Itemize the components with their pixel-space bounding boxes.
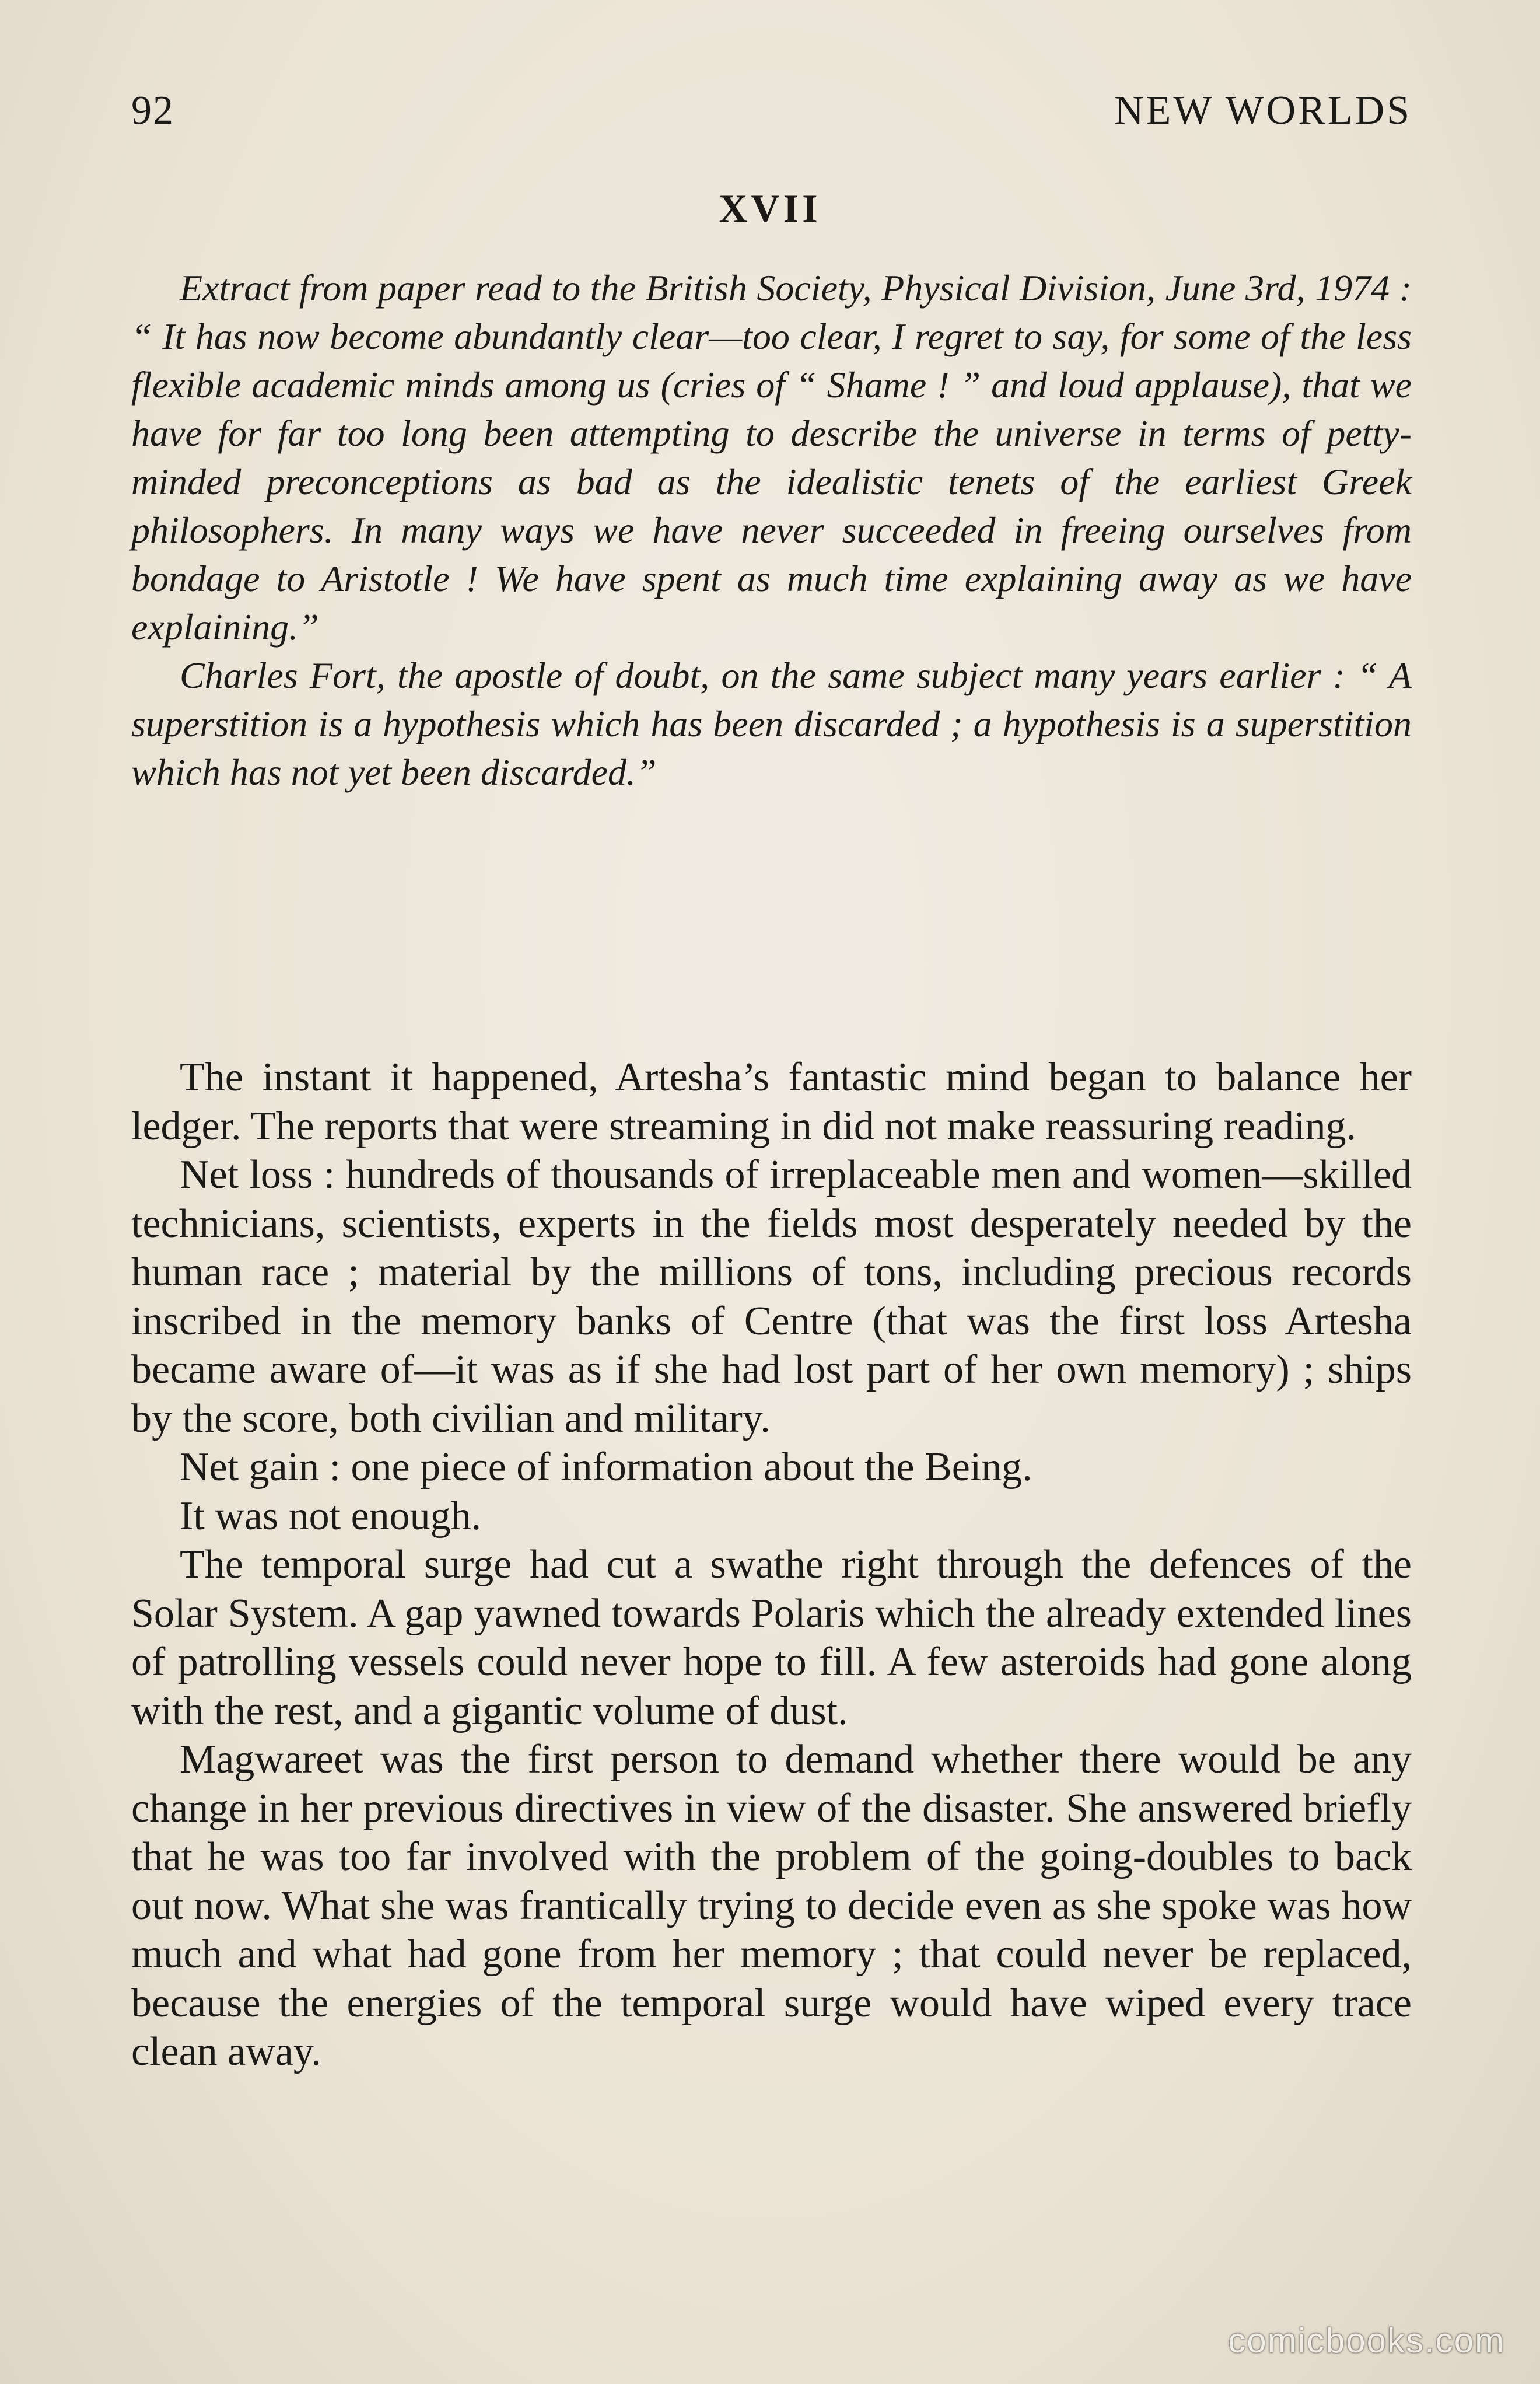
- body-paragraph: Net loss : hundreds of thousands of irreplaceable men and women—skilled technicians, scientists, experts in the fields most desperately needed by the human race ; material by the millions of tons, including precious records inscribed in the memory banks of Centre (that was the first loss Artesha became aware of—it was as if she had lost part of her own memory) ; ships by the score, both civilian and military.: [131, 1152, 1412, 1441]
- body-paragraph: The instant it happened, Artesha’s fantastic mind began to balance her ledger. The reports that were streaming in did not make reassuring reading.: [131, 1055, 1412, 1149]
- body-paragraph: Magwareet was the first person to demand whether there would be any change in her previous directives in view of the disaster. She answered briefly that he was too far involved with the problem of the going-doubles to back out now. What she was frantically trying to decide even as she spoke was how much and what had gone from her memory ; that could never be replaced, because the energies of the temporal surge would have wiped every trace clean away.: [131, 1737, 1412, 2074]
- epigraph-paragraph: Extract from paper read to the British Society, Physical Division, June 3rd, 1974 : “ It has now become abundantly clear—too clear, I regret to say, for some of the less flexible academic minds among us (cries of “ Shame ! ” and loud applause), that we have for far too long been attempting to describe the universe in terms of petty-minded preconceptions as bad as the idealistic tenets of the earliest Greek philosophers. In many ways we have never succeeded in freeing ourselves from bondage to Aristotle ! We have spent as much time explaining away as we have explaining.”: [131, 267, 1412, 648]
- page-number: 92: [131, 88, 174, 133]
- epigraph-paragraph: Charles Fort, the apostle of doubt, on the same subject many years earlier : “ A superstition is a hypothesis which has been discarded ; a hypothesis is a superstition which has not yet been discarded.”: [131, 655, 1412, 793]
- epigraph: [131, 264, 1412, 796]
- running-title: NEW WORLDS: [1114, 88, 1412, 133]
- body-paragraph: The temporal surge had cut a swathe right through the defences of the Solar System. A gap yawned towards Polaris which the already extended lines of patrolling vessels could never hope to fill. A few asteroids had gone along with the rest, and a gigantic volume of dust.: [131, 1542, 1412, 1733]
- body-paragraph: It was not enough.: [180, 1493, 482, 1539]
- body-text: [131, 1053, 1412, 2077]
- body-paragraph: Net gain : one piece of information about the Being.: [180, 1445, 1032, 1490]
- page-header: [131, 88, 1412, 140]
- chapter-heading: XVII: [719, 186, 821, 230]
- watermark: comicbooks.com: [1228, 2321, 1505, 2360]
